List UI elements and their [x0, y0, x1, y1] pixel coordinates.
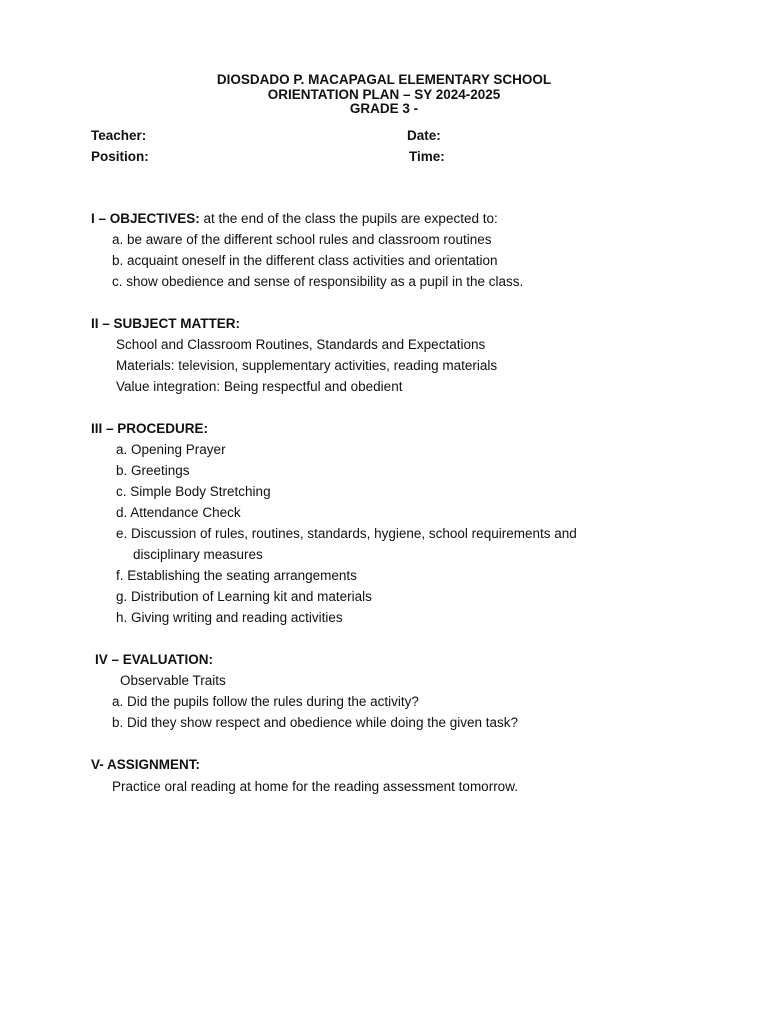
objectives-intro: at the end of the class the pupils are expected to: [199, 211, 498, 226]
date-label: Date: [407, 128, 441, 143]
position-label: Position: [91, 149, 149, 164]
grade-label: GRADE 3 - [349, 101, 419, 116]
objective-item: a. be aware of the different school rules and classroom routines [112, 232, 492, 247]
assignment-text: Practice oral reading at home for the reading assessment tomorrow. [112, 779, 518, 794]
procedure-item: e. Discussion of rules, routines, standards, hygiene, school requirements and [116, 526, 577, 541]
subject-matter-heading: II – SUBJECT MATTER: [91, 316, 241, 331]
objective-item: c. show obedience and sense of responsibility as a pupil in the class. [112, 274, 524, 289]
subject-matter-line: School and Classroom Routines, Standards and Expectations [116, 337, 486, 352]
procedure-item: b. Greetings [116, 463, 190, 478]
assignment-heading: V- ASSIGNMENT: [91, 757, 201, 772]
procedure-item: h. Giving writing and reading activities [116, 610, 343, 625]
evaluation-item: b. Did they show respect and obedience while doing the given task? [112, 715, 519, 730]
teacher-label: Teacher: [91, 128, 147, 143]
procedure-item: c. Simple Body Stretching [116, 484, 271, 499]
subject-matter-line: Materials: television, supplementary activities, reading materials [116, 358, 498, 373]
time-label: Time: [409, 149, 445, 164]
evaluation-subheading: Observable Traits [120, 673, 226, 688]
procedure-heading: III – PROCEDURE: [91, 421, 209, 436]
subject-matter-line: Value integration: Being respectful and obedient [116, 379, 403, 394]
procedure-item: f. Establishing the seating arrangements [116, 568, 357, 583]
evaluation-item: a. Did the pupils follow the rules during the activity? [112, 694, 419, 709]
evaluation-heading: IV – EVALUATION: [95, 652, 214, 667]
procedure-item: a. Opening Prayer [116, 442, 226, 457]
procedure-item: g. Distribution of Learning kit and materials [116, 589, 372, 604]
procedure-item: d. Attendance Check [116, 505, 241, 520]
plan-title: ORIENTATION PLAN – SY 2024-2025 [267, 87, 501, 102]
objectives-heading: I – OBJECTIVES: [91, 211, 200, 226]
procedure-item-continuation: disciplinary measures [133, 547, 263, 562]
objective-item: b. acquaint oneself in the different class activities and orientation [112, 253, 498, 268]
school-name: DIOSDADO P. MACAPAGAL ELEMENTARY SCHOOL [216, 72, 552, 87]
objectives-line [91, 211, 498, 227]
